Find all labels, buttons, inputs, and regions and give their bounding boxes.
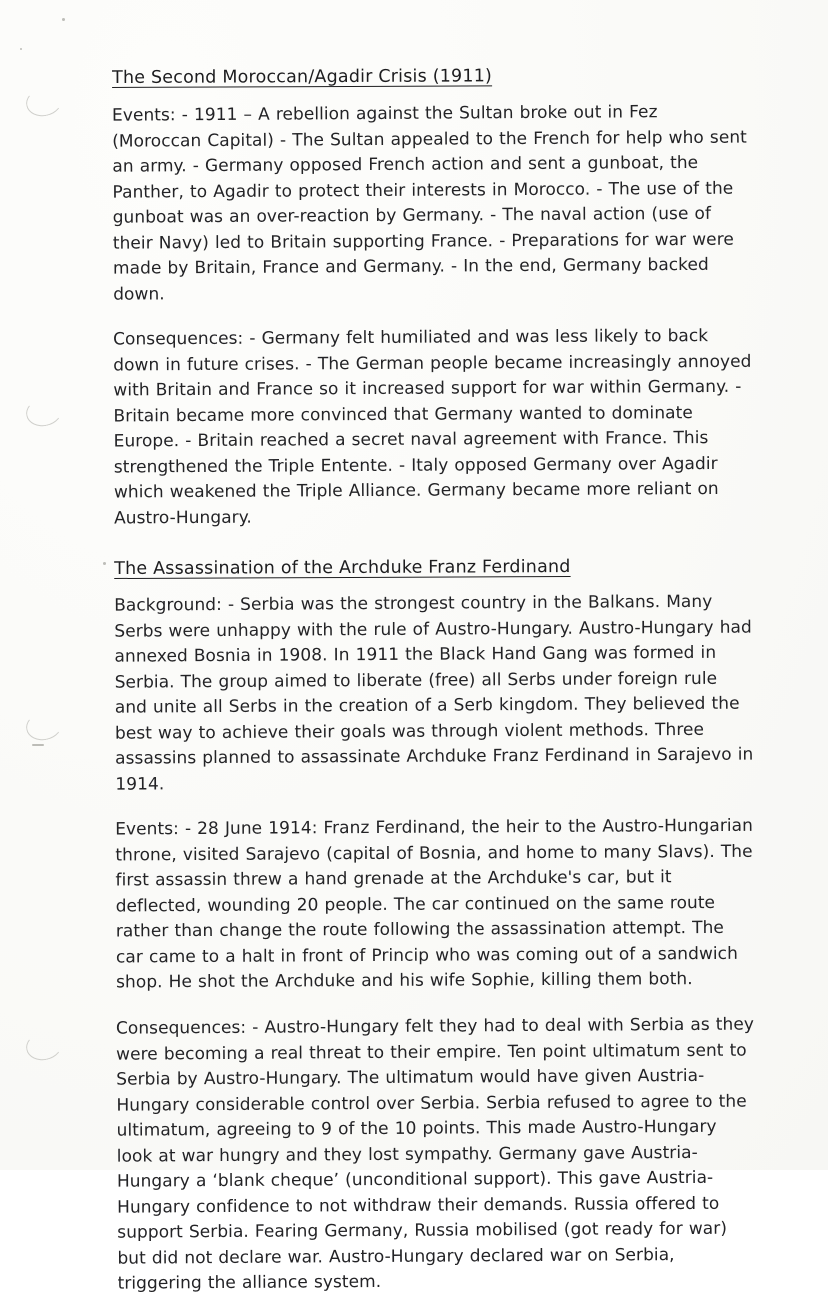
- hole-punch-icon: [23, 395, 64, 430]
- scan-speck: [20, 48, 22, 50]
- section-heading-agadir-crisis: The Second Moroccan/Agadir Crisis (1911): [112, 66, 493, 88]
- document-body: [112, 63, 757, 1316]
- scan-speck: [32, 744, 44, 746]
- paragraph-assassination-consequences: Consequences: - Austro-Hungary felt they had to deal with Serbia as they were becoming a real threat to their empire. Ten point ultimatum sent to Serbia by Austro-Hungary. The ultimatum would have given Austria-Hungary considerable control over Serbia. Serbia refused to agree to the ultimatum, agreeing to 9 of the 10 points. This made Austro-Hungary look at war hungry and they lost sympathy. Germany gave Austria-Hungary a ‘blank cheque’ (unconditional support). This gave Austria- Hungary confidence to not withdraw their demands. Russia offered to support Serbia. Fearing Germany, Russia mobilised (got ready for war) but did not declare war. Austro-Hungary declared war on Serbia, triggering the alliance system.: [115, 1014, 754, 1294]
- scan-speck: [62, 18, 65, 21]
- hole-punch-icon: [23, 709, 64, 744]
- paragraph-assassination-events: Events: - 28 June 1914: Franz Ferdinand, the heir to the Austro-Hungarian throne, visited Sarajevo (capital of Bosnia, and home to many Slavs). The first assassin threw a hand grenade at the Archduke's car, but it deflected, wounding 20 people. The car continued on the same route rather than change the route following the assassination attempt. The car came to a halt in front of Princip who was coming out of a sandwich shop. He shot the Archduke and his wife Sophie, killing them both.: [115, 815, 754, 993]
- paragraph-agadir-events: Events: - 1911 – A rebellion against the Sultan broke out in Fez (Moroccan Capital) - The Sultan appealed to the French for help who sent an army. - Germany opposed French action and sent a gunboat, the Panther, to Agadir to protect their interests in Morocco. - The use of the gunboat was an over-reaction by Germany. - The naval action (use of their Navy) led to Britain supporting France. - Preparations for war were made by Britain, France and Germany. - In the end, Germany backed down.: [111, 101, 747, 304]
- paragraph-assassination-background: Background: - Serbia was the strongest country in the Balkans. Many Serbs were unhappy with the rule of Austro-Hungary. Austro-Hungary had annexed Bosnia in 1908. In 1911 the Black Hand Gang was formed in Serbia. The group aimed to liberate (free) all Serbs under foreign rule and unite all Serbs in the creation of a Serb kingdom. They believed the best way to achieve their goals was through violent methods. Three assassins planned to assassinate Archduke Franz Ferdinand in Sarajevo in 1914.: [114, 591, 754, 795]
- hole-punch-icon: [23, 1029, 64, 1064]
- hole-punch-icon: [23, 85, 64, 120]
- section-heading-assassination: The Assassination of the Archduke Franz Ferdinand: [114, 556, 571, 579]
- paragraph-agadir-consequences: Consequences: - Germany felt humiliated and was less likely to back down in future crises. - The German people became increasingly annoyed with Britain and France so it increased support for war within Germany. - Britain became more convinced that Germany wanted to dominate Europe. - Britain reached a secret naval agreement with France. This strengthened the Triple Entente. - Italy opposed Germany over Agadir which weakened the Triple Alliance. Germany became more reliant on Austro-Hungary.: [113, 325, 752, 528]
- scan-speck: [103, 562, 106, 565]
